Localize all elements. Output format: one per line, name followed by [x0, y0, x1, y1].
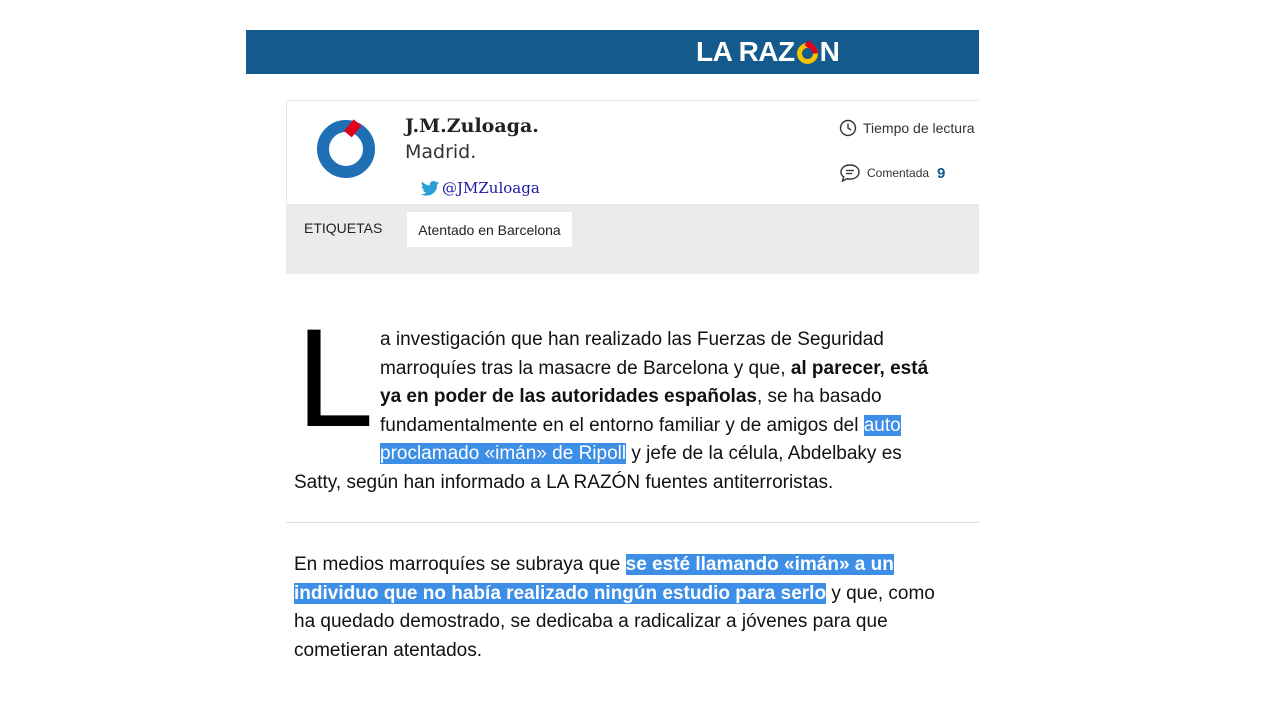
p1-line-3-bold: ya en poder de las autoridades españolas — [380, 386, 757, 408]
masthead-bar — [246, 30, 979, 74]
p1-line-3-text: , se ha basado — [756, 386, 882, 408]
comments-count: 9 — [937, 164, 946, 182]
p2-line-2-highlight: individuo que no había realizado ningún estudio para serlo — [294, 582, 827, 604]
p2-line-1 — [294, 551, 894, 580]
p2-line-4: cometieran atentados. — [294, 639, 483, 661]
p2-line-2-text: y que, como — [826, 582, 935, 604]
clock-icon — [839, 119, 857, 137]
p2-line-2 — [294, 580, 935, 609]
razon-o-avatar-icon — [315, 111, 379, 181]
author-card — [286, 100, 979, 204]
la-razon-logo[interactable] — [696, 34, 839, 70]
paragraph-divider — [286, 522, 979, 523]
twitter-handle: @JMZuloaga — [442, 179, 540, 197]
p2-line-3: ha quedado demostrado, se dedicaba a radicalizar a jóvenes para que — [294, 611, 888, 633]
p1-line-4-text: fundamentalmente en el entorno familiar y de amigos del — [380, 414, 864, 436]
author-city: Madrid. — [405, 141, 477, 163]
article-paragraph-2 — [294, 551, 974, 671]
reading-time-label: Tiempo de lectura — [863, 120, 975, 136]
article-paragraph-1-tail — [294, 469, 974, 499]
comments-label: Comentada — [867, 166, 930, 180]
drop-cap: L — [296, 299, 374, 456]
p1-line-5-text: y jefe de la célula, Abdelbaky es — [626, 443, 902, 465]
tag-atentado-barcelona[interactable]: Atentado en Barcelona — [407, 212, 572, 247]
p1-line-2-text: marroquíes tras la masacre de Barcelona y que, — [380, 357, 791, 379]
p1-line-1: a investigación que han realizado las Fuerzas de Seguridad — [380, 329, 884, 350]
reading-time — [839, 119, 975, 137]
p1-line-4-highlight: auto — [863, 414, 901, 436]
p1-line-3 — [380, 383, 882, 412]
logo-text-right: N — [819, 36, 840, 67]
p1-line-5-highlight: proclamado «imán» de Ripoll — [380, 443, 627, 465]
tags-bar — [286, 204, 979, 274]
twitter-link[interactable] — [421, 179, 540, 197]
p2-line-1-text: En medios marroquíes se subraya que — [294, 554, 626, 575]
comments-link[interactable] — [839, 163, 945, 183]
p2-line-1-highlight: se esté llamando «imán» a un — [625, 554, 894, 575]
logo-text-left: LA RAZ — [696, 36, 795, 67]
p1-line-2 — [380, 355, 928, 384]
twitter-bird-icon — [421, 181, 439, 196]
tags-label: ETIQUETAS — [304, 220, 383, 236]
p1-line-4 — [380, 412, 901, 441]
p1-line-5 — [380, 440, 902, 469]
p1-line-2-bold: al parecer, está — [790, 357, 929, 379]
p1-line-6: Satty, según han informado a LA RAZÓN fuentes antiterroristas. — [294, 472, 834, 493]
razon-o-icon — [796, 41, 819, 64]
author-name[interactable]: J.M.Zuloaga. — [405, 115, 539, 137]
comment-bubble-icon — [839, 163, 861, 183]
